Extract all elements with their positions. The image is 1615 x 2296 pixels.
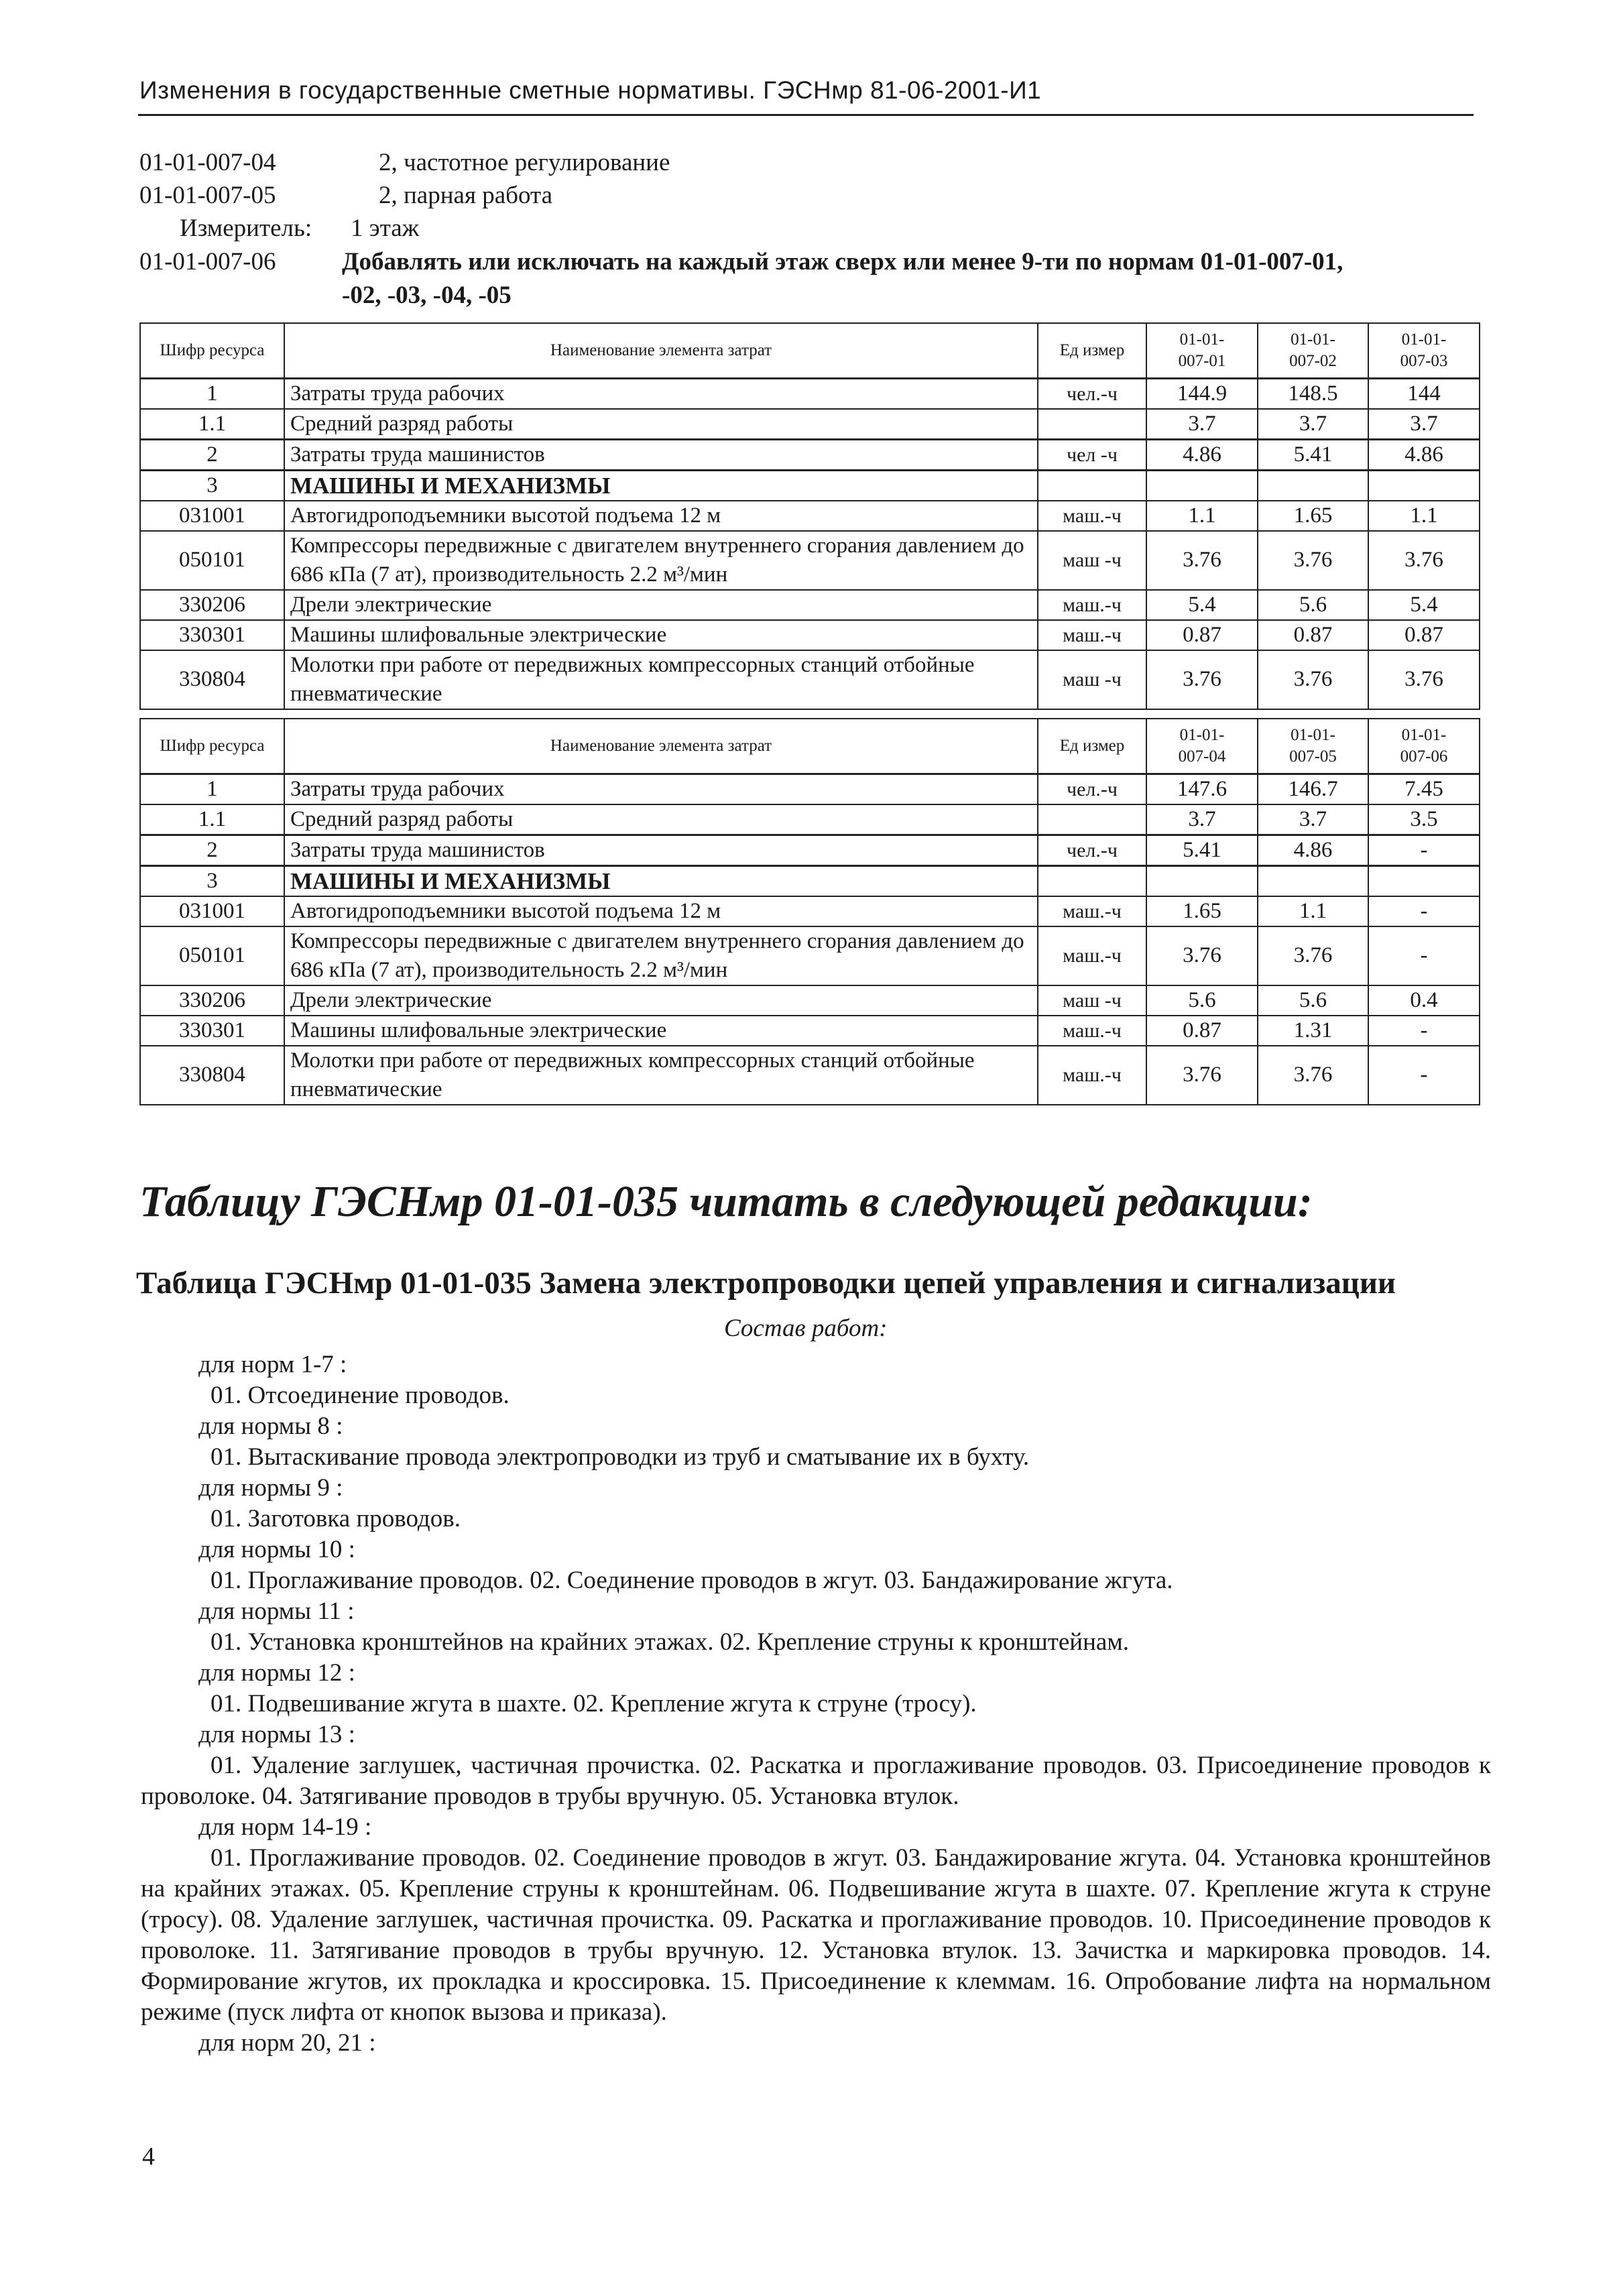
resource-code-cell: 330804 [140,650,284,709]
col-header-norm: 01-01- 007-03 [1368,323,1480,378]
resource-code-cell: 3 [140,470,284,501]
norm-value-cell: 5.41 [1146,835,1258,865]
col-header-resource-code: Шифр ресурса [140,323,284,378]
norm-value-cell: 3.76 [1368,531,1480,590]
norm-value-cell: 1.31 [1258,1016,1368,1046]
norm-value-cell: 3.7 [1258,409,1368,440]
spec-text: Добавлять или исключать на каждый этаж сверх или менее 9-ти по нормам 01-01-007-01, [342,248,1343,276]
resource-code-cell: 050101 [140,531,284,590]
resource-code-cell: 330804 [140,1046,284,1105]
norm-value-cell: 3.76 [1258,1046,1368,1105]
table-row [140,985,1480,1016]
header-rule [138,114,1474,116]
resource-code-cell: 031001 [140,896,284,926]
cost-element-cell: Машины шлифовальные электрические [284,1016,1038,1046]
norm-group-label: для нормы 12 : [198,1659,355,1687]
col-header-norm: 01-01- 007-04 [1146,719,1258,774]
norm-value-cell: - [1368,1016,1480,1046]
norm-value-cell [1368,470,1480,501]
cost-element-cell: Затраты труда машинистов [284,439,1038,470]
table-row [140,1016,1480,1046]
cost-element-cell: Затраты труда рабочих [284,774,1038,804]
norm-group-label: для нормы 9 : [198,1474,343,1502]
resource-code-cell: 3 [140,865,284,896]
norm-value-cell: 1.65 [1258,501,1368,531]
table-row [140,531,1480,590]
table-row [140,378,1480,409]
table-row [140,650,1480,709]
cost-element-cell: Средний разряд работы [284,409,1038,440]
unit-cell [1038,470,1146,501]
unit-cell: маш.-ч [1038,1016,1146,1046]
section-heading: Таблицу ГЭСНмр 01-01-035 читать в следующей редакции: [139,1177,1313,1226]
work-step: 01. Отсоединение проводов. [211,1382,510,1409]
norm-value-cell: 3.76 [1146,531,1258,590]
norm-group-label: для нормы 13 : [198,1721,355,1748]
cost-element-cell: Затраты труда машинистов [284,835,1038,865]
cost-element-cell: Машины шлифовальные электрические [284,620,1038,650]
table-row [140,439,1480,470]
norm-group-label: для норм 20, 21 : [198,2029,376,2057]
col-header-unit: Ед измер [1038,323,1146,378]
norm-value-cell: 148.5 [1258,378,1368,409]
unit-cell [1038,865,1146,896]
work-step: 01. Удаление заглушек, частичная прочистка. 02. Раскатка и проглаживание проводов. 03. Присоединение проводов к проволоке. 04. Затягивание проводов в трубы вручную. 05. Установка втулок. [141,1752,1491,1810]
norm-value-cell: - [1368,1046,1480,1105]
norm-value-cell: 3.76 [1146,650,1258,709]
resource-code-cell: 330301 [140,1016,284,1046]
norm-value-cell: 0.87 [1368,620,1480,650]
cost-element-cell: МАШИНЫ И МЕХАНИЗМЫ [284,470,1038,501]
spec-text: 2, парная работа [379,182,553,209]
norm-value-cell: 4.86 [1146,439,1258,470]
spec-text: 2, частотное регулирование [379,149,670,176]
norm-value-cell [1258,470,1368,501]
col-header-cost-element: Наименование элемента затрат [284,323,1038,378]
norm-value-cell: 3.7 [1368,409,1480,440]
unit-cell: маш.-ч [1038,620,1146,650]
unit-cell: маш -ч [1038,650,1146,709]
cost-element-cell: Дрели электрические [284,985,1038,1016]
norm-value-cell: 1.1 [1368,501,1480,531]
norm-value-cell [1368,865,1480,896]
resource-code-cell: 031001 [140,501,284,531]
resource-code-cell: 2 [140,835,284,865]
page-header-title: Изменения в государственные сметные нормативы. ГЭСНмр 81-06-2001-И1 [139,76,1042,104]
composition-title: Состав работ: [724,1315,888,1342]
norm-value-cell: - [1368,926,1480,985]
resource-table-2 [139,718,1480,1105]
resource-code-cell: 050101 [140,926,284,985]
norm-value-cell: 3.76 [1258,650,1368,709]
norm-value-cell: 4.86 [1368,439,1480,470]
norm-value-cell: 7.45 [1368,774,1480,804]
norm-value-cell: 5.41 [1258,439,1368,470]
table-row [140,926,1480,985]
resource-code-cell: 1 [140,378,284,409]
norm-value-cell: 5.4 [1368,590,1480,620]
work-step: 01. Проглаживание проводов. 02. Соединение проводов в жгут. 03. Бандажирование жгута. 04. Установка кронштейнов на крайних этажах. 05. Крепление струны к кронштейнам. 06. Подвешивание жгута в шахте. 07. Крепление жгута к струне (тросу). 08. Удаление заглушек, частичная прочистка. 09. Раскатка и проглаживание проводов. 10. Присоединение проводов к проволоке. 11. Затягивание проводов в трубы вручную. 12. Установка втулок. 13. Зачистка и маркировка проводов. 14. Формирование жгутов, их прокладка и кроссировка. 15. Присоединение к клеммам. 16. Опробование лифта на нормальном режиме (пуск лифта от кнопок вызова и приказа). [141,1844,1491,2026]
norm-value-cell: 4.86 [1258,835,1368,865]
table-title: Таблица ГЭСНмр 01-01-035 Замена электропроводки цепей управления и сигнализации [136,1266,1396,1301]
norm-group-label: для норм 1-7 : [198,1351,347,1378]
table-row [140,865,1480,896]
norm-value-cell: 3.7 [1258,804,1368,835]
norm-value-cell [1258,865,1368,896]
norm-value-cell: 0.87 [1258,620,1368,650]
spec-code: 01-01-007-06 [139,248,276,276]
norm-value-cell: 3.76 [1368,650,1480,709]
unit-cell: маш.-ч [1038,501,1146,531]
col-header-norm: 01-01- 007-01 [1146,323,1258,378]
norm-value-cell: 3.76 [1146,926,1258,985]
cost-element-cell: Молотки при работе от передвижных компрессорных станций отбойные пневматические [284,650,1038,709]
norm-value-cell: 144.9 [1146,378,1258,409]
norm-group-label: для норм 14-19 : [198,1813,372,1841]
table-row [140,409,1480,440]
cost-element-cell: Молотки при работе от передвижных компрессорных станций отбойные пневматические [284,1046,1038,1105]
cost-element-cell: Средний разряд работы [284,804,1038,835]
norm-value-cell: 0.4 [1368,985,1480,1016]
resource-code-cell: 1.1 [140,409,284,440]
resource-code-cell: 1.1 [140,804,284,835]
unit-cell: чел -ч [1038,439,1146,470]
norm-value-cell: 5.4 [1146,590,1258,620]
resource-code-cell: 330206 [140,590,284,620]
unit-cell: чел.-ч [1038,774,1146,804]
unit-cell [1038,409,1146,440]
norm-value-cell: 0.87 [1146,1016,1258,1046]
unit-cell: чел.-ч [1038,835,1146,865]
resource-table-1 [139,322,1480,710]
norm-value-cell: 5.6 [1258,985,1368,1016]
work-step: 01. Проглаживание проводов. 02. Соединение проводов в жгут. 03. Бандажирование жгута. [211,1567,1173,1594]
table-row [140,1046,1480,1105]
work-step: 01. Установка кронштейнов на крайних этажах. 02. Крепление струны к кронштейнам. [211,1628,1129,1656]
norm-value-cell: 144 [1368,378,1480,409]
col-header-resource-code: Шифр ресурса [140,719,284,774]
norm-group-label: для нормы 11 : [198,1597,355,1625]
works-list [141,1349,1491,2059]
unit-cell: маш.-ч [1038,590,1146,620]
col-header-unit: Ед измер [1038,719,1146,774]
norm-value-cell: 147.6 [1146,774,1258,804]
col-header-norm: 01-01- 007-06 [1368,719,1480,774]
spec-code: 01-01-007-04 [139,149,276,176]
norm-value-cell: - [1368,896,1480,926]
cost-element-cell: Автогидроподъемники высотой подъема 12 м [284,896,1038,926]
measure-value: 1 этаж [351,215,420,242]
table-row [140,774,1480,804]
unit-cell: маш.-ч [1038,1046,1146,1105]
col-header-norm: 01-01- 007-02 [1258,323,1368,378]
spec-text-continued: -02, -03, -04, -05 [342,282,512,309]
unit-cell: чел.-ч [1038,378,1146,409]
work-step: 01. Заготовка проводов. [211,1505,461,1532]
work-step: 01. Подвешивание жгута в шахте. 02. Крепление жгута к струне (тросу). [211,1690,977,1717]
table-row [140,590,1480,620]
unit-cell [1038,804,1146,835]
cost-element-cell: МАШИНЫ И МЕХАНИЗМЫ [284,865,1038,896]
norm-value-cell: 1.1 [1146,501,1258,531]
resource-code-cell: 330206 [140,985,284,1016]
norm-group-label: для нормы 8 : [198,1412,343,1440]
measure-label: Измеритель: [180,215,312,242]
unit-cell: маш.-ч [1038,926,1146,985]
norm-value-cell: - [1368,835,1480,865]
resource-code-cell: 1 [140,774,284,804]
cost-element-cell: Автогидроподъемники высотой подъема 12 м [284,501,1038,531]
unit-cell: маш.-ч [1038,896,1146,926]
norm-group-label: для нормы 10 : [198,1536,355,1563]
col-header-norm: 01-01- 007-05 [1258,719,1368,774]
table-row [140,620,1480,650]
norm-value-cell: 3.7 [1146,409,1258,440]
norm-value-cell: 1.1 [1258,896,1368,926]
cost-element-cell: Затраты труда рабочих [284,378,1038,409]
spec-code: 01-01-007-05 [139,182,276,209]
unit-cell: маш -ч [1038,985,1146,1016]
table-row [140,804,1480,835]
resource-code-cell: 330301 [140,620,284,650]
norm-value-cell [1146,470,1258,501]
norm-value-cell: 0.87 [1146,620,1258,650]
col-header-cost-element: Наименование элемента затрат [284,719,1038,774]
norm-value-cell: 3.76 [1258,926,1368,985]
norm-value-cell [1146,865,1258,896]
work-step: 01. Вытаскивание провода электропроводки из труб и сматывание их в бухту. [211,1443,1030,1471]
norm-value-cell: 5.6 [1258,590,1368,620]
norm-value-cell: 5.6 [1146,985,1258,1016]
norm-value-cell: 3.5 [1368,804,1480,835]
norm-value-cell: 146.7 [1258,774,1368,804]
cost-element-cell: Компрессоры передвижные с двигателем внутреннего сгорания давлением до 686 кПа (7 ат), производительность 2.2 м³/мин [284,926,1038,985]
table-row [140,501,1480,531]
table-row [140,896,1480,926]
page-number: 4 [142,2142,155,2171]
cost-element-cell: Дрели электрические [284,590,1038,620]
norm-value-cell: 3.7 [1146,804,1258,835]
table-row [140,470,1480,501]
table-row [140,835,1480,865]
norm-value-cell: 1.65 [1146,896,1258,926]
resource-code-cell: 2 [140,439,284,470]
norm-value-cell: 3.76 [1146,1046,1258,1105]
norm-value-cell: 3.76 [1258,531,1368,590]
cost-element-cell: Компрессоры передвижные с двигателем внутреннего сгорания давлением до 686 кПа (7 ат), производительность 2.2 м³/мин [284,531,1038,590]
unit-cell: маш -ч [1038,531,1146,590]
